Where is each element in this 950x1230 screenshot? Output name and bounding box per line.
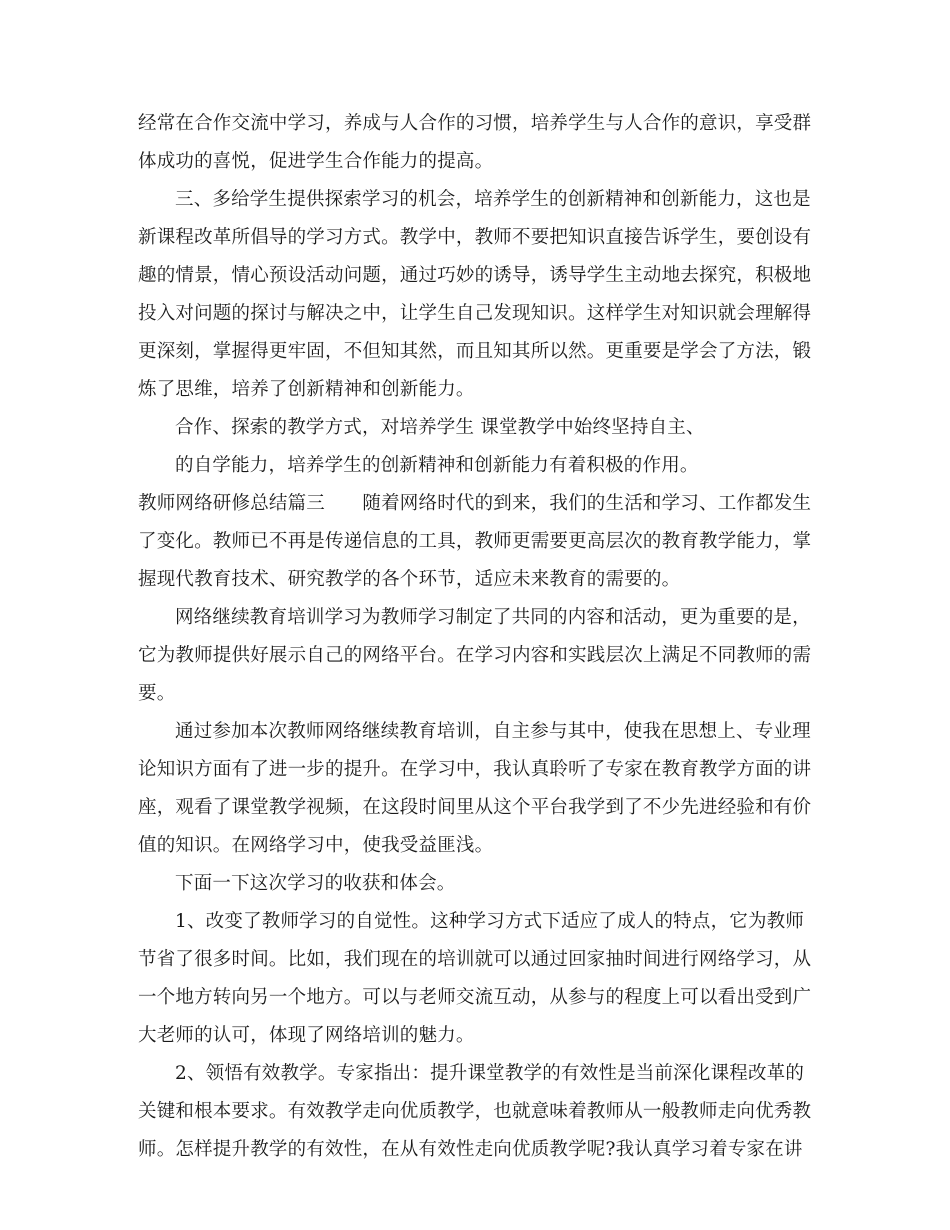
text-line: 关键和根本要求。有效教学走向优质教学，也就意味着教师从一般教师走向优秀教 — [138, 1101, 812, 1122]
text-line: 2、领悟有效教学。专家指出：提升课堂教学的有效性是当前深化课程改革的 — [175, 1063, 805, 1084]
text-line: 1、改变了教师学习的自觉性。这种学习方式下适应了成人的特点，它为教师 — [175, 911, 805, 932]
text-line: 新课程改革所倡导的学习方式。教学中，教师不要把知识直接告诉学生，要创设有 — [138, 227, 812, 248]
text-line: 三、多给学生提供探索学习的机会，培养学生的创新精神和创新能力，这也是 — [175, 189, 811, 210]
text-line: 投入对问题的探讨与解决之中，让学生自己发现知识。这样学生对知识就会理解得 — [138, 303, 812, 324]
text-line: 要。 — [138, 683, 176, 704]
text-line: 座，观看了课堂教学视频，在这段时间里从这个平台我学到了不少先进经验和有价 — [138, 797, 812, 818]
text-line: 师。怎样提升教学的有效性，在从有效性走向优质教学呢?我认真学习着专家在讲 — [138, 1139, 803, 1160]
text-line: 值的知识。在网络学习中，使我受益匪浅。 — [138, 835, 494, 856]
text-line: 一个地方转向另一个地方。可以与老师交流互动，从参与的程度上可以看出受到广 — [138, 987, 812, 1008]
text-line: 节省了很多时间。比如，我们现在的培训就可以通过回家抽时间进行网络学习，从 — [138, 949, 812, 970]
text-line: 大老师的认可，体现了网络培训的魅力。 — [138, 1025, 475, 1046]
section-heading-line: 教师网络研修总结篇三 随着网络时代的到来，我们的生活和学习、工作都发生 — [138, 493, 812, 514]
text-line: 经常在合作交流中学习，养成与人合作的习惯，培养学生与人合作的意识，享受群 — [138, 113, 812, 134]
text-line: 网络继续教育培训学习为教师学习制定了共同的内容和活动，更为重要的是， — [175, 607, 811, 628]
text-line: 通过参加本次教师网络继续教育培训，自主参与其中，使我在思想上、专业理 — [175, 721, 811, 742]
text-line: 更深刻，掌握得更牢固，不但知其然，而且知其所以然。更重要是学会了方法，锻 — [138, 341, 812, 362]
text-line: 了变化。教师已不再是传递信息的工具，教师更需要更高层次的教育教学能力，掌 — [138, 531, 812, 552]
text-line: 趣的情景，情心预设活动问题，通过巧妙的诱导，诱导学生主动地去探究，积极地 — [138, 265, 812, 286]
text-line: 论知识方面有了进一步的提升。在学习中，我认真聆听了专家在教育教学方面的讲 — [138, 759, 812, 780]
text-line: 合作、探索的教学方式，对培养学生 课堂教学中始终坚持自主、 — [175, 417, 705, 438]
text-line: 炼了思维，培养了创新精神和创新能力。 — [138, 379, 475, 400]
text-line: 体成功的喜悦，促进学生合作能力的提高。 — [138, 151, 494, 172]
text-line: 下面一下这次学习的收获和体会。 — [175, 873, 456, 894]
text-line: 的自学能力，培养学生的创新精神和创新能力有着积极的作用。 — [175, 455, 699, 476]
text-line: 它为教师提供好展示自己的网络平台。在学习内容和实践层次上满足不同教师的需 — [138, 645, 812, 666]
text-line: 握现代教育技术、研究教学的各个环节，适应未来教育的需要的。 — [138, 569, 681, 590]
